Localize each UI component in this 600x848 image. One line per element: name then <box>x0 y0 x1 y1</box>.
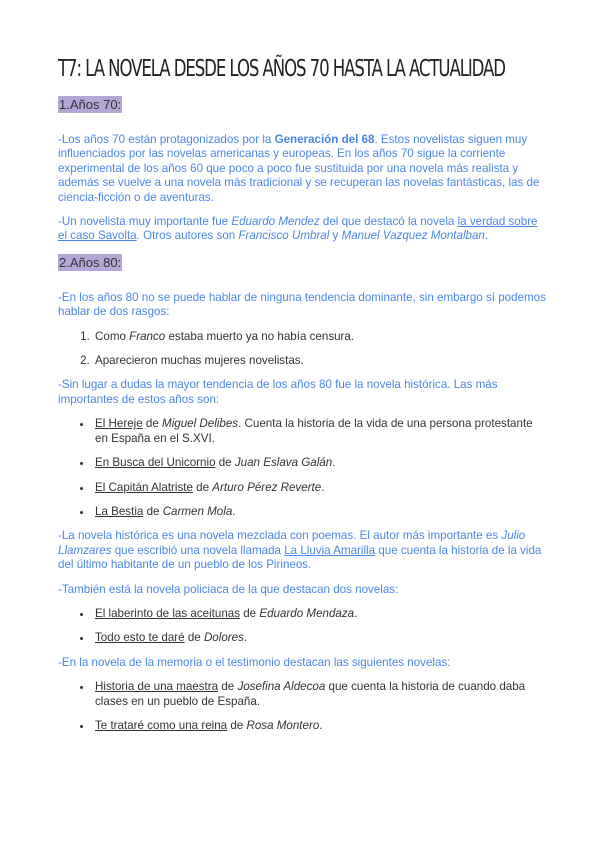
text-run: -También está la novela policiaca de la que destacan dos novelas: <box>58 582 399 596</box>
underlined-title: El Capitán Alatriste <box>95 480 193 494</box>
text-run: Como <box>95 329 130 343</box>
text-run: . <box>484 229 489 243</box>
document-page <box>58 56 548 743</box>
italic-name: Dolores <box>203 631 244 645</box>
list-item <box>93 505 548 519</box>
bullet-list <box>58 607 548 646</box>
text-run: de <box>240 606 260 620</box>
text-run: . Otros autores son <box>136 229 239 243</box>
paragraph <box>58 529 548 572</box>
text-run: de <box>218 680 238 694</box>
italic-name: Manuel Vazquez Montalban <box>341 229 485 243</box>
text-run: del que destacó la novela <box>319 215 458 229</box>
list-item <box>93 680 548 709</box>
text-run: -En la novela de la memoria o el testimonio destacan las siguientes novelas: <box>58 655 451 669</box>
underlined-title: la verdad sobre el caso Savolta <box>58 215 538 243</box>
section-heading: 1.Años 70: <box>59 97 122 112</box>
text-run: -Sin lugar a dudas la mayor tendencia de los años 80 fue la novela histórica. Las más importantes de estos años son: <box>58 378 498 406</box>
italic-name: Josefina Aldecoa <box>237 680 326 694</box>
text-run: y <box>329 229 342 243</box>
list-item <box>93 354 548 368</box>
underlined-title: La Bestia <box>95 504 144 518</box>
text-run: Aparecieron muchas mujeres novelistas. <box>95 354 304 368</box>
text-run: . <box>319 718 323 732</box>
list-item <box>93 330 548 344</box>
text-run: estaba muerto ya no había censura. <box>165 329 355 343</box>
list-item <box>93 417 548 446</box>
bold-text: Generación del 68 <box>274 133 375 146</box>
list-item <box>93 719 548 733</box>
text-run: . <box>321 480 325 494</box>
paragraph <box>58 291 548 320</box>
italic-name: Rosa Montero <box>246 718 320 732</box>
text-run: que cuenta la historia de cuando daba clases en un pueblo de España. <box>95 680 526 708</box>
text-run: de <box>215 456 235 470</box>
document-body <box>58 96 548 733</box>
italic-name: Francisco Umbral <box>238 229 330 243</box>
underlined-title: Todo esto te daré <box>95 631 185 645</box>
bullet-list <box>58 680 548 733</box>
underlined-title: Historia de una maestra <box>95 680 219 694</box>
numbered-list <box>58 330 548 369</box>
underlined-title: En Busca del Unicornio <box>95 456 216 470</box>
paragraph <box>58 215 548 244</box>
text-run: que cuenta la historia de la vida del último habitante de un pueblo de los Pirineos. <box>58 543 542 572</box>
paragraph <box>58 583 548 597</box>
italic-name: Miguel Delibes <box>162 417 239 431</box>
bullet-list <box>58 417 548 519</box>
list-item <box>93 456 548 470</box>
text-run: . <box>232 504 236 518</box>
text-run: que escribió una novela llamada <box>111 543 285 557</box>
text-run: de <box>192 480 213 494</box>
text-run: de <box>142 417 163 431</box>
underlined-title: El Hereje <box>95 417 143 431</box>
text-run: de <box>143 504 163 518</box>
text-run: . <box>332 456 336 470</box>
italic-name: Eduardo Mendaza <box>259 606 355 620</box>
text-run: -Los años 70 están protagonizados por la <box>58 133 275 146</box>
section-heading: 2.Años 80: <box>59 254 122 270</box>
underlined-title: El laberinto de las aceitunas <box>95 606 241 620</box>
text-run: . Estos novelistas siguen muy influenciados por las novelas americanas y europeas. En los años 70 sigue la corriente experimental de los años 60 que poco a poco fue sustituida por una novela más realista y además se vuelve a una novela más tradicional y se recuperan las novelas fantásticas, las de ciencia-ficción o de aventuras. <box>58 133 540 204</box>
paragraph <box>58 378 548 407</box>
underlined-title: La Lluvia Amarilla <box>284 543 376 557</box>
list-item <box>93 631 548 645</box>
document-title: T7: LA NOVELA DESDE LOS AÑOS 70 HASTA LA ACTUALIDAD <box>58 56 505 82</box>
italic-name: Arturo Pérez Reverte <box>212 480 322 494</box>
underlined-title: Te trataré como una reina <box>95 718 228 732</box>
italic-name: Carmen Mola <box>162 504 233 518</box>
italic-name: Julio Llamzares <box>58 529 526 557</box>
text-run: -La novela histórica es una novela mezclada con poemas. El autor más importante es <box>58 529 502 543</box>
italic-name: Franco <box>129 329 166 343</box>
paragraph <box>58 656 548 670</box>
italic-name: Eduardo Mendez <box>231 215 320 229</box>
text-run: . Cuenta la historia de la vida de una persona protestante en España en el S.XVI. <box>95 417 533 445</box>
list-item <box>93 481 548 495</box>
text-run: -Un novelista muy importante fue <box>58 215 232 229</box>
text-run: -En los años 80 no se puede hablar de ninguna tendencia dominante, sin embargo sí podemos hablar de dos rasgos: <box>58 290 546 319</box>
italic-name: Juan Eslava Galán <box>234 456 333 470</box>
text-run: . <box>243 631 248 645</box>
text-run: de <box>227 718 247 732</box>
section-heading-row <box>58 254 548 281</box>
list-item <box>93 607 548 621</box>
text-run: . <box>354 606 358 620</box>
text-run: de <box>184 631 204 645</box>
paragraph <box>58 133 548 205</box>
section-heading-row <box>58 96 548 123</box>
